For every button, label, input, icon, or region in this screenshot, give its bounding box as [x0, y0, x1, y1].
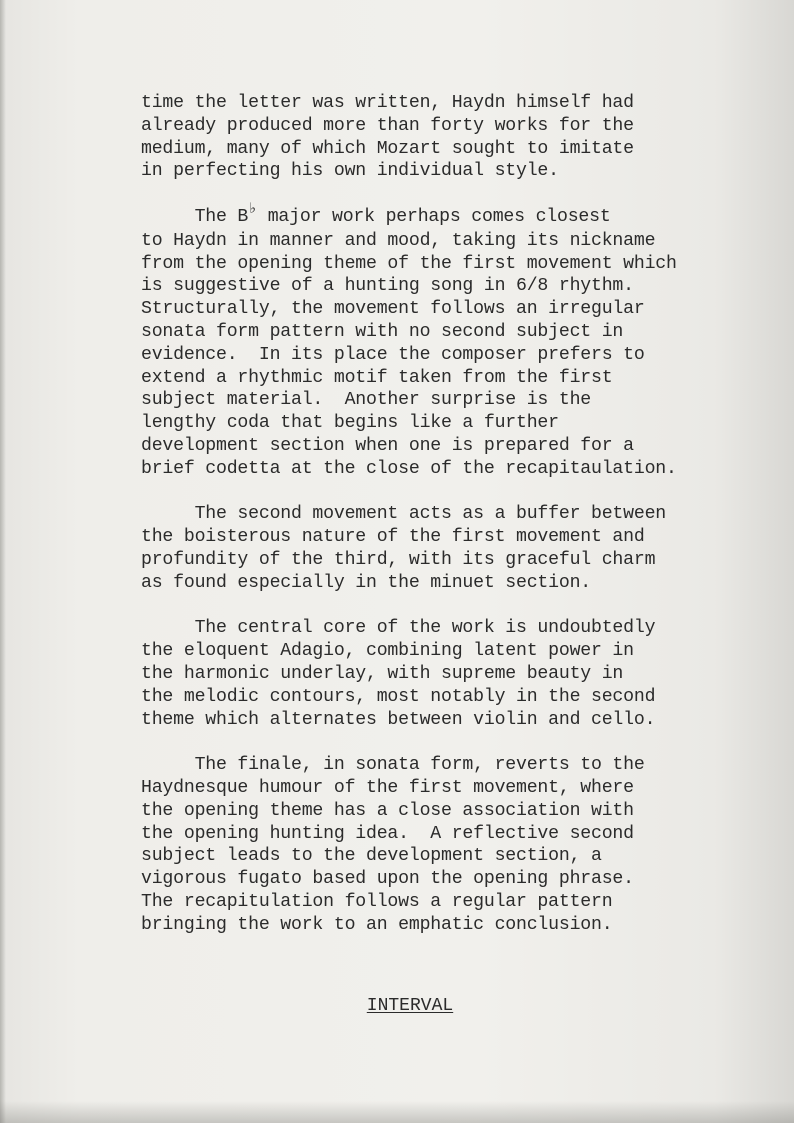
page-edge-shadow — [0, 0, 6, 1123]
text-line: from the opening theme of the first movement which — [141, 253, 677, 274]
text-line: the harmonic underlay, with supreme beauty in — [141, 663, 624, 684]
text-line: time the letter was written, Haydn himself had — [141, 93, 634, 113]
text-line: theme which alternates between violin and cello. — [141, 709, 656, 730]
text-line: is suggestive of a hunting song in 6/8 rhythm. — [141, 276, 634, 297]
text-line: the opening theme has a close association with — [141, 800, 634, 821]
text-line: the eloquent Adagio, combining latent power in — [141, 641, 634, 662]
text-line: already produced more than forty works for the — [141, 115, 634, 136]
text-line: Haydnesque humour of the first movement, where — [141, 777, 634, 798]
text-line: The finale, in sonata form, reverts to the — [141, 755, 645, 776]
text-line: bringing the work to an emphatic conclusion. — [141, 914, 613, 935]
body-text — [141, 92, 741, 959]
paragraph-2 — [141, 200, 741, 481]
text-line: The central core of the work is undoubtedly — [141, 618, 656, 639]
interval-heading: INTERVAL — [366, 996, 454, 1016]
text-line: to Haydn in manner and mood, taking its nickname — [141, 230, 656, 251]
text-line: subject leads to the development section, a — [141, 846, 602, 867]
text-line: the opening hunting idea. A reflective second — [141, 823, 634, 844]
paragraph-5 — [141, 754, 741, 936]
text-line: lengthy coda that begins like a further — [141, 413, 559, 434]
text-line: medium, many of which Mozart sought to imitate — [141, 138, 634, 159]
paragraph-3 — [141, 503, 741, 594]
text-line: evidence. In its place the composer prefers to — [141, 344, 645, 365]
text-line: subject material. Another surprise is the — [141, 390, 591, 411]
line-prefix: The B — [141, 206, 249, 227]
paragraph-1 — [141, 92, 741, 183]
paragraph-4 — [141, 617, 741, 731]
text-line: The second movement acts as a buffer between — [141, 504, 666, 525]
text-line: the boisterous nature of the first movement and — [141, 527, 645, 548]
text-line: the melodic contours, most notably in the second — [141, 686, 656, 707]
text-line: The recapitulation follows a regular pattern — [141, 891, 613, 912]
text-line: as found especially in the minuet section. — [141, 572, 591, 593]
text-line: vigorous fugato based upon the opening phrase. — [141, 869, 634, 890]
text-line: brief codetta at the close of the recapitaulation. — [141, 458, 677, 479]
text-line: in perfecting his own individual style. — [141, 161, 559, 182]
text-line: extend a rhythmic motif taken from the first — [141, 367, 613, 388]
text-line: profundity of the third, with its graceful charm — [141, 549, 656, 570]
line-suffix: major work perhaps comes closest — [257, 206, 611, 227]
text-line-with-flat — [141, 200, 741, 230]
text-line: Structurally, the movement follows an irregular — [141, 299, 645, 320]
page-bottom-shadow — [0, 1101, 794, 1123]
flat-symbol: ♭ — [248, 200, 257, 218]
text-line: sonata form pattern with no second subject in — [141, 321, 624, 342]
text-line: development section when one is prepared for a — [141, 435, 634, 456]
